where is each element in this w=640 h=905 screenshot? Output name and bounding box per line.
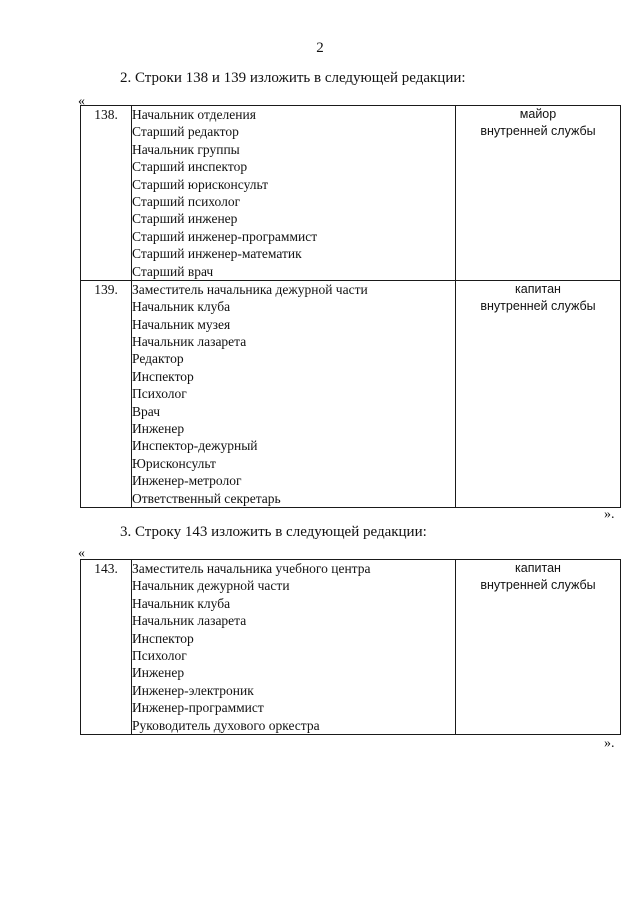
position-item: Начальник клуба [132, 299, 231, 315]
position-item: Старший юрисконсульт [132, 176, 269, 192]
rank-service: внутренней службы [480, 578, 596, 592]
position-item: Начальник музея [132, 316, 231, 332]
rank-title: майор [519, 107, 557, 121]
position-item: Старший инженер [132, 211, 238, 227]
position-item: Старший редактор [132, 124, 239, 140]
position-item: Начальник лазарета [132, 334, 247, 350]
close-quote: ». [604, 507, 615, 522]
rank-title: капитан [515, 561, 561, 575]
rank-title: капитан [515, 281, 561, 296]
position-item: Юрисконсульт [132, 455, 216, 471]
row-number-cell [81, 560, 132, 735]
row-number-cell [81, 280, 132, 507]
position-item: Начальник дежурной части [132, 578, 290, 594]
position-item: Руководитель духового оркестра [132, 717, 320, 733]
page-number: 2 [316, 40, 324, 56]
position-item: Заместитель начальника дежурной части [132, 281, 368, 297]
section-heading-2: 2. Строки 138 и 139 изложить в следующей редакции: [120, 70, 466, 86]
positions-cell [132, 106, 456, 281]
table-row-138 [81, 106, 621, 281]
position-item: Редактор [132, 351, 184, 367]
position-item: Врач [132, 403, 160, 419]
position-item: Старший психолог [132, 193, 241, 209]
rank-service: внутренней службы [480, 298, 596, 313]
position-item: Инженер [132, 665, 185, 681]
row-number: 143. [94, 561, 118, 576]
position-item: Инспектор [132, 630, 194, 646]
position-item: Инженер-метролог [132, 473, 242, 489]
position-item: Старший врач [132, 263, 214, 279]
table-row-143 [81, 560, 621, 735]
position-item: Инспектор [132, 368, 194, 384]
position-item: Начальник отделения [132, 107, 256, 122]
row-number: 139. [94, 281, 118, 297]
position-item: Инспектор-дежурный [132, 438, 258, 454]
open-quote: « [78, 546, 85, 561]
position-item: Инженер-программист [132, 700, 264, 716]
position-item: Старший инспектор [132, 159, 248, 175]
rank-cell [456, 560, 621, 735]
position-item: Старший инженер-математик [132, 246, 302, 262]
positions-table-143 [80, 559, 621, 735]
position-item: Инженер-электроник [132, 682, 254, 698]
positions-cell [132, 280, 456, 507]
rank-cell [456, 106, 621, 281]
position-item: Начальник лазарета [132, 613, 247, 629]
open-quote: « [78, 94, 85, 109]
position-item: Психолог [132, 647, 187, 663]
position-item: Заместитель начальника учебного центра [132, 561, 371, 576]
section-heading-3: 3. Строку 143 изложить в следующей редакции: [120, 524, 427, 540]
position-item: Начальник группы [132, 141, 240, 157]
position-item: Старший инженер-программист [132, 228, 318, 244]
row-number: 138. [94, 107, 118, 122]
close-quote: ». [604, 736, 615, 751]
row-number-cell [81, 106, 132, 281]
position-item: Психолог [132, 386, 187, 402]
position-item: Начальник клуба [132, 595, 231, 611]
positions-table-138-139 [80, 105, 621, 508]
position-item: Инженер [132, 421, 185, 437]
table-row-139 [81, 280, 621, 507]
rank-service: внутренней службы [480, 124, 596, 138]
position-item: Ответственный секретарь [132, 490, 281, 506]
rank-cell [456, 280, 621, 507]
positions-cell [132, 560, 456, 735]
